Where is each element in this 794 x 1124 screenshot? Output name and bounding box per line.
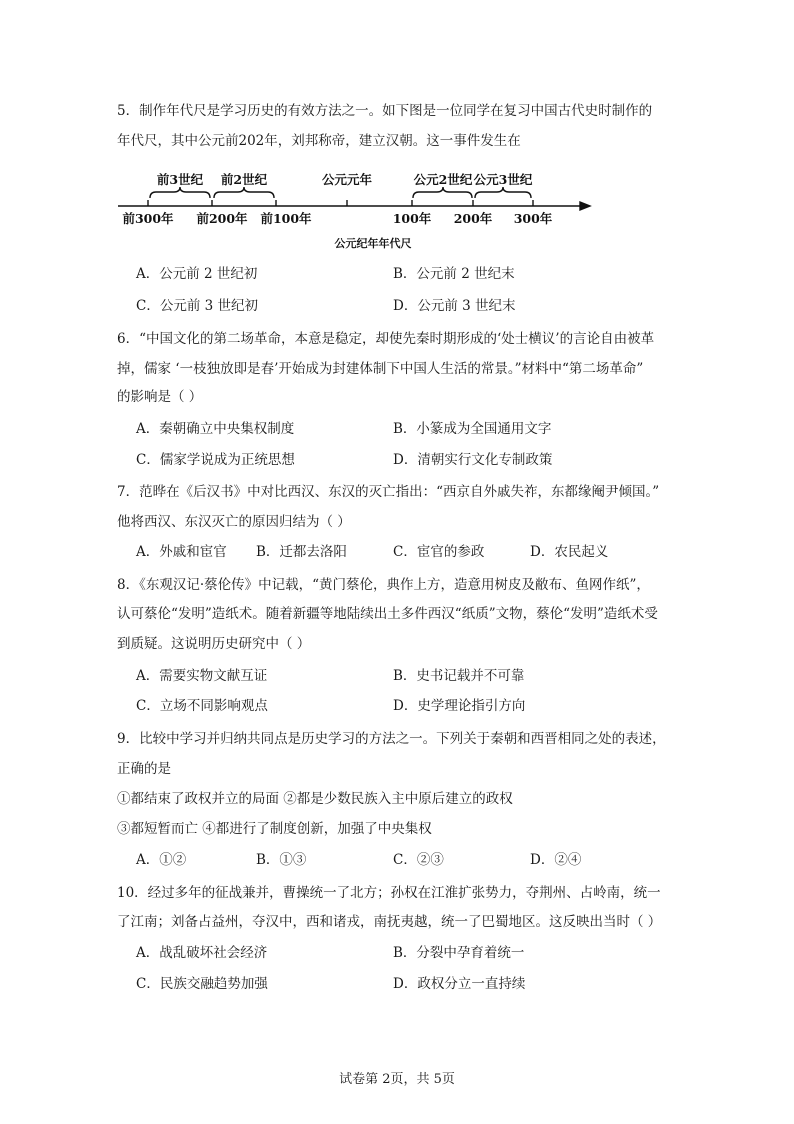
q7-option-c[interactable]: C．宦官的参政 bbox=[393, 544, 485, 560]
q7-option-b[interactable]: B．迁都去洛阳 bbox=[256, 544, 347, 560]
timeline-caption: 公元纪年年代尺 bbox=[334, 237, 412, 250]
q5-stem-line1: 5．制作年代尺是学习历史的有效方法之一。如下图是一位同学在复习中国古代史时制作的 bbox=[117, 103, 653, 119]
q9-option-a[interactable]: A．①② bbox=[136, 852, 187, 868]
q5-option-a[interactable]: A．公元前 2 世纪初 bbox=[136, 266, 258, 282]
q10-option-b[interactable]: B．分裂中孕育着统一 bbox=[393, 945, 525, 961]
q5-option-d[interactable]: D．公元前 3 世纪末 bbox=[393, 298, 516, 314]
bracket-label-bc3: 前3世纪 bbox=[156, 172, 204, 187]
tick-label: 300年 bbox=[513, 211, 553, 226]
bracket-label-ad2: 公元2世纪 bbox=[413, 172, 473, 187]
page-footer: 试卷第 2页，共 5页 bbox=[339, 1072, 455, 1087]
q6-option-a[interactable]: A．秦朝确立中央集权制度 bbox=[136, 421, 295, 437]
q10-option-a[interactable]: A．战乱破坏社会经济 bbox=[136, 945, 268, 961]
q6-stem-line2: 掉，儒家 ‘一枝独放即是春’开始成为封建体制下中国人生活的常景。”材料中“第二场革命” bbox=[117, 361, 644, 377]
q8-option-a[interactable]: A．需要实物文献互证 bbox=[136, 668, 268, 684]
tick-label: 200年 bbox=[453, 211, 493, 226]
tick-label: 100年 bbox=[392, 211, 432, 226]
bracket-ad2 bbox=[413, 187, 472, 198]
q9-statements-line2: ③都短暂而亡 ④都进行了制度创新，加强了中央集权 bbox=[117, 821, 432, 837]
timeline-arrow bbox=[580, 202, 590, 210]
q9-stem-line2: 正确的是 bbox=[117, 761, 171, 777]
bracket-label-bc2: 前2世纪 bbox=[220, 172, 268, 187]
q8-stem-line2: 认可蔡伦“发明”造纸术。随着新疆等地陆续出土多件西汉“纸质”文物，蔡伦“发明”造纸术受 bbox=[117, 606, 658, 622]
bracket-ad3 bbox=[475, 187, 531, 198]
q8-stem-line3: 到质疑。这说明历史研究中（ ） bbox=[117, 636, 311, 652]
q10-option-c[interactable]: C．民族交融趋势加强 bbox=[136, 976, 268, 992]
q6-stem-line3: 的影响是（ ） bbox=[117, 389, 203, 405]
q9-option-c[interactable]: C．②③ bbox=[393, 852, 444, 868]
tick-label: 前300年 bbox=[122, 211, 174, 226]
q6-option-c[interactable]: C．儒家学说成为正统思想 bbox=[136, 452, 295, 468]
q9-statements-line1: ①都结束了政权并立的局面 ②都是少数民族入主中原后建立的政权 bbox=[117, 791, 513, 807]
bracket-bc3 bbox=[150, 187, 210, 198]
q9-option-d[interactable]: D．②④ bbox=[530, 852, 582, 868]
q5-option-c[interactable]: C．公元前 3 世纪初 bbox=[136, 298, 259, 314]
q9-stem-line1: 9．比较中学习并归纳共同点是历史学习的方法之一。下列关于秦朝和西晋相同之处的表述， bbox=[117, 731, 666, 747]
q9-option-b[interactable]: B．①③ bbox=[256, 852, 307, 868]
q10-stem-line1: 10．经过多年的征战兼并，曹操统一了北方；孙权在江淮扩张势力，夺荆州、占岭南，统一 bbox=[117, 885, 661, 901]
q8-option-b[interactable]: B．史书记载并不可靠 bbox=[393, 668, 525, 684]
center-label: 公元元年 bbox=[321, 172, 373, 187]
q5-stem-line2: 年代尺，其中公元前202年，刘邦称帝，建立汉朝。这一事件发生在 bbox=[117, 133, 521, 149]
q7-stem-line1: 7．范晔在《后汉书》中对比西汉、东汉的灭亡指出：“西京自外戚失祚，东都缘阉尹倾国。” bbox=[117, 484, 660, 500]
q10-stem-line2: 了江南；刘备占益州，夺汉中，西和诸戎，南抚夷越，统一了巴蜀地区。这反映出当时（ ） bbox=[117, 914, 662, 930]
tick-label: 前100年 bbox=[260, 211, 312, 226]
q7-option-a[interactable]: A．外戚和宦官 bbox=[136, 544, 227, 560]
q10-option-d[interactable]: D．政权分立一直持续 bbox=[393, 976, 526, 992]
q8-option-c[interactable]: C．立场不同影响观点 bbox=[136, 698, 268, 714]
q7-stem-line2: 他将西汉、东汉灭亡的原因归结为（ ） bbox=[117, 514, 351, 530]
tick-label: 前200年 bbox=[196, 211, 248, 226]
q6-option-b[interactable]: B．小篆成为全国通用文字 bbox=[393, 421, 552, 437]
q6-stem-line1: 6．“中国文化的第二场革命，本意是稳定，却使先秦时期形成的‘处士横议’的言论自由被革 bbox=[117, 331, 655, 347]
q8-option-d[interactable]: D．史学理论指引方向 bbox=[393, 698, 526, 714]
q5-option-b[interactable]: B．公元前 2 世纪末 bbox=[393, 266, 515, 282]
q7-option-d[interactable]: D．农民起义 bbox=[530, 544, 609, 560]
timeline-figure bbox=[110, 168, 600, 258]
q6-option-d[interactable]: D．清朝实行文化专制政策 bbox=[393, 452, 553, 468]
q8-stem-line1: 8．《东观汉记·蔡伦传》中记载，“黄门蔡伦，典作上方，造意用树皮及敝布、鱼网作纸”， bbox=[117, 577, 650, 593]
bracket-bc2 bbox=[214, 187, 274, 198]
bracket-label-ad3: 公元3世纪 bbox=[473, 172, 533, 187]
